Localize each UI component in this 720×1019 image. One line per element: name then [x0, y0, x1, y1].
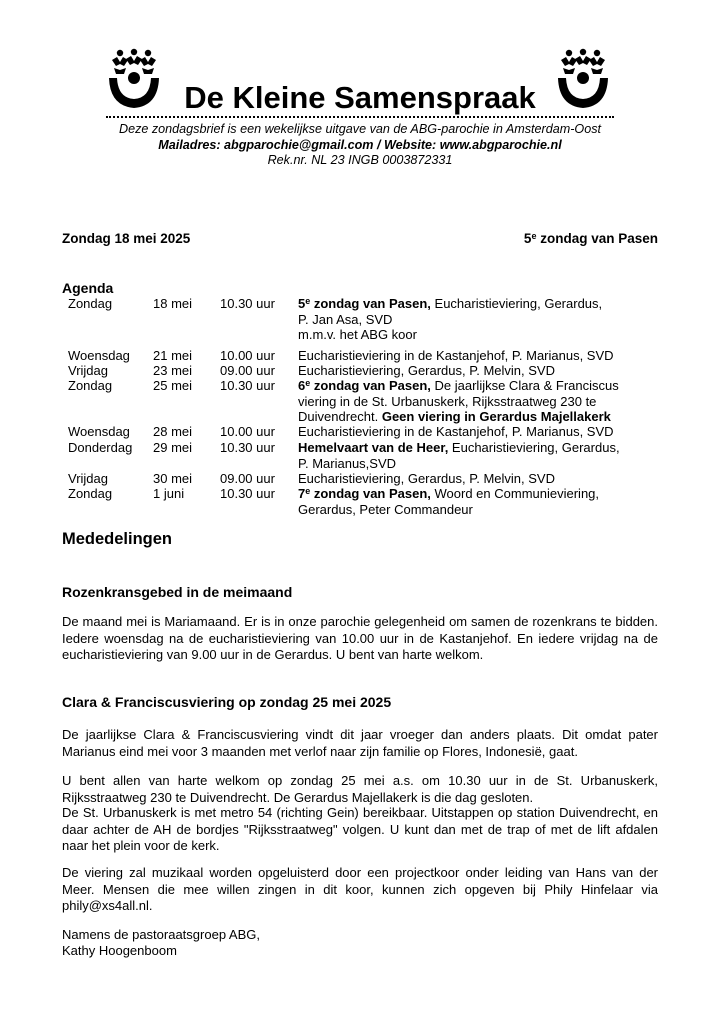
- agenda-day: Woensdag: [68, 348, 130, 363]
- agenda-date: 28 mei: [153, 424, 193, 439]
- agenda-day: Vrijdag: [68, 363, 108, 378]
- header-contact: Mailadres: abgparochie@gmail.com / Website: www.abgparochie.nl: [158, 138, 562, 152]
- agenda-description-line: viering in de St. Urbanuskerk, Rijksstraatweg 230 te: [298, 393, 597, 409]
- agenda-description: [298, 486, 638, 517]
- agenda-description: [298, 348, 638, 364]
- agenda-heading: Agenda: [62, 280, 114, 296]
- agenda-time: 10.00 uur: [220, 348, 275, 363]
- clara-paragraph-2b: De St. Urbanuskerk is met metro 54 (richting Gein) bereikbaar. Uitstappen op station Duivendrecht, en daar achter de AH de bordjes "Rijksstraatweg" volgen. U kunt dan met de trap of met de lift afdalen naar het plein voor de kerk.: [62, 805, 658, 853]
- header-divider: [106, 116, 614, 118]
- agenda-day: Woensdag: [68, 424, 130, 439]
- clara-paragraph-1: De jaarlijkse Clara & Franciscusviering vindt dit jaar vroeger dan anders plaats. Dit omdat pater Marianus eind mei voor 3 maanden met verlof naar zijn familie op Flores, Indonesië, gaat.: [62, 727, 658, 759]
- agenda-description-line: P. Jan Asa, SVD: [298, 311, 393, 327]
- agenda-day: Zondag: [68, 296, 113, 311]
- agenda-day: Donderdag: [68, 440, 133, 455]
- agenda-date: 18 mei: [153, 296, 193, 311]
- agenda-description: [298, 424, 638, 440]
- agenda-description-line: Gerardus, Peter Commandeur: [298, 501, 473, 517]
- agenda-time: 10.30 uur: [220, 296, 275, 311]
- agenda-date: 23 mei: [153, 363, 193, 378]
- agenda-description-line: Hemelvaart van de Heer, Eucharistieviering, Gerardus,: [298, 440, 620, 455]
- agenda-time: 10.30 uur: [220, 440, 275, 455]
- agenda-date: 29 mei: [153, 440, 193, 455]
- agenda-description-line: 6e zondag van Pasen, De jaarlijkse Clara & Franciscus: [298, 378, 619, 393]
- agenda-time: 10.00 uur: [220, 424, 275, 439]
- clara-paragraph-3: De viering zal muzikaal worden opgeluisterd door een projectkoor onder leiding van Hans van der Meer. Mensen die mee willen zingen in dit koor, kunnen zich opgeven bij Phily Hinfelaar via phily@xs4all.nl.: [62, 865, 658, 913]
- agenda-time: 09.00 uur: [220, 363, 275, 378]
- newsletter-title: De Kleine Samenspraak: [184, 80, 536, 115]
- agenda-description-line: P. Marianus,SVD: [298, 455, 397, 471]
- agenda-description-line: Eucharistieviering in de Kastanjehof, P. Marianus, SVD: [298, 348, 614, 363]
- agenda-description: [298, 363, 638, 379]
- signature-name: Kathy Hoogenboom: [62, 943, 177, 958]
- agenda-description-line: Eucharistieviering, Gerardus, P. Melvin, SVD: [298, 363, 555, 378]
- agenda-date: 30 mei: [153, 471, 193, 486]
- agenda-day: Vrijdag: [68, 471, 108, 486]
- agenda-description: [298, 440, 638, 471]
- agenda-date: 21 mei: [153, 348, 193, 363]
- agenda-description-line: Eucharistieviering in de Kastanjehof, P. Marianus, SVD: [298, 424, 614, 439]
- agenda-time: 10.30 uur: [220, 378, 275, 393]
- mededelingen-heading: Mededelingen: [62, 530, 173, 548]
- clara-paragraph-2a: U bent allen van harte welkom op zondag 25 mei a.s. om 10.30 uur in de St. Urbanuskerk, Rijksstraatweg 230 te Duivendrecht. De Gerardus Majellakerk is die dag gesloten.: [62, 773, 658, 805]
- agenda-time: 09.00 uur: [220, 471, 275, 486]
- rozenkrans-paragraph: De maand mei is Mariamaand. Er is in onze parochie gelegenheid om samen de rozenkrans te bidden. Iedere woensdag na de eucharistieviering van 10.00 uur in de Kastanjehof. En iedere vrijdag na de eucharistieviering van 9.00 uur in de Gerardus. U bent van harte welkom.: [62, 614, 658, 662]
- agenda-description-line: Duivendrecht. Geen viering in Gerardus Majellakerk: [298, 409, 611, 424]
- agenda-day: Zondag: [68, 378, 113, 393]
- agenda-description: [298, 471, 638, 487]
- agenda-date: 25 mei: [153, 378, 193, 393]
- abg-parish-logo-icon: [555, 48, 611, 110]
- rozenkrans-heading: Rozenkransgebed in de meimaand: [62, 584, 293, 600]
- clara-heading: Clara & Franciscusviering op zondag 25 mei 2025: [62, 694, 392, 710]
- header-subtitle: Deze zondagsbrief is een wekelijkse uitgave van de ABG-parochie in Amsterdam-Oost: [118, 122, 602, 136]
- agenda-time: 10.30 uur: [220, 486, 275, 501]
- agenda-date: 1 juni: [153, 486, 185, 501]
- agenda-description-line: m.m.v. het ABG koor: [298, 327, 417, 342]
- abg-parish-logo-icon: [106, 48, 162, 110]
- agenda-description-line: 5e zondag van Pasen, Eucharistieviering, Gerardus,: [298, 296, 603, 311]
- agenda-description-line: Eucharistieviering, Gerardus, P. Melvin, SVD: [298, 471, 555, 486]
- date-line: [62, 231, 658, 246]
- agenda-description: [298, 296, 638, 343]
- agenda-day: Zondag: [68, 486, 113, 501]
- issue-date: Zondag 18 mei 2025: [62, 231, 191, 246]
- liturgical-sunday: 5e zondag van Pasen: [523, 231, 658, 246]
- header-bank-account: Rek.nr. NL 23 INGB 0003872331: [267, 153, 453, 167]
- agenda-description-line: 7e zondag van Pasen, Woord en Communieviering,: [298, 486, 600, 501]
- signature-line-1: Namens de pastoraatsgroep ABG,: [62, 927, 261, 942]
- agenda-description: [298, 378, 638, 425]
